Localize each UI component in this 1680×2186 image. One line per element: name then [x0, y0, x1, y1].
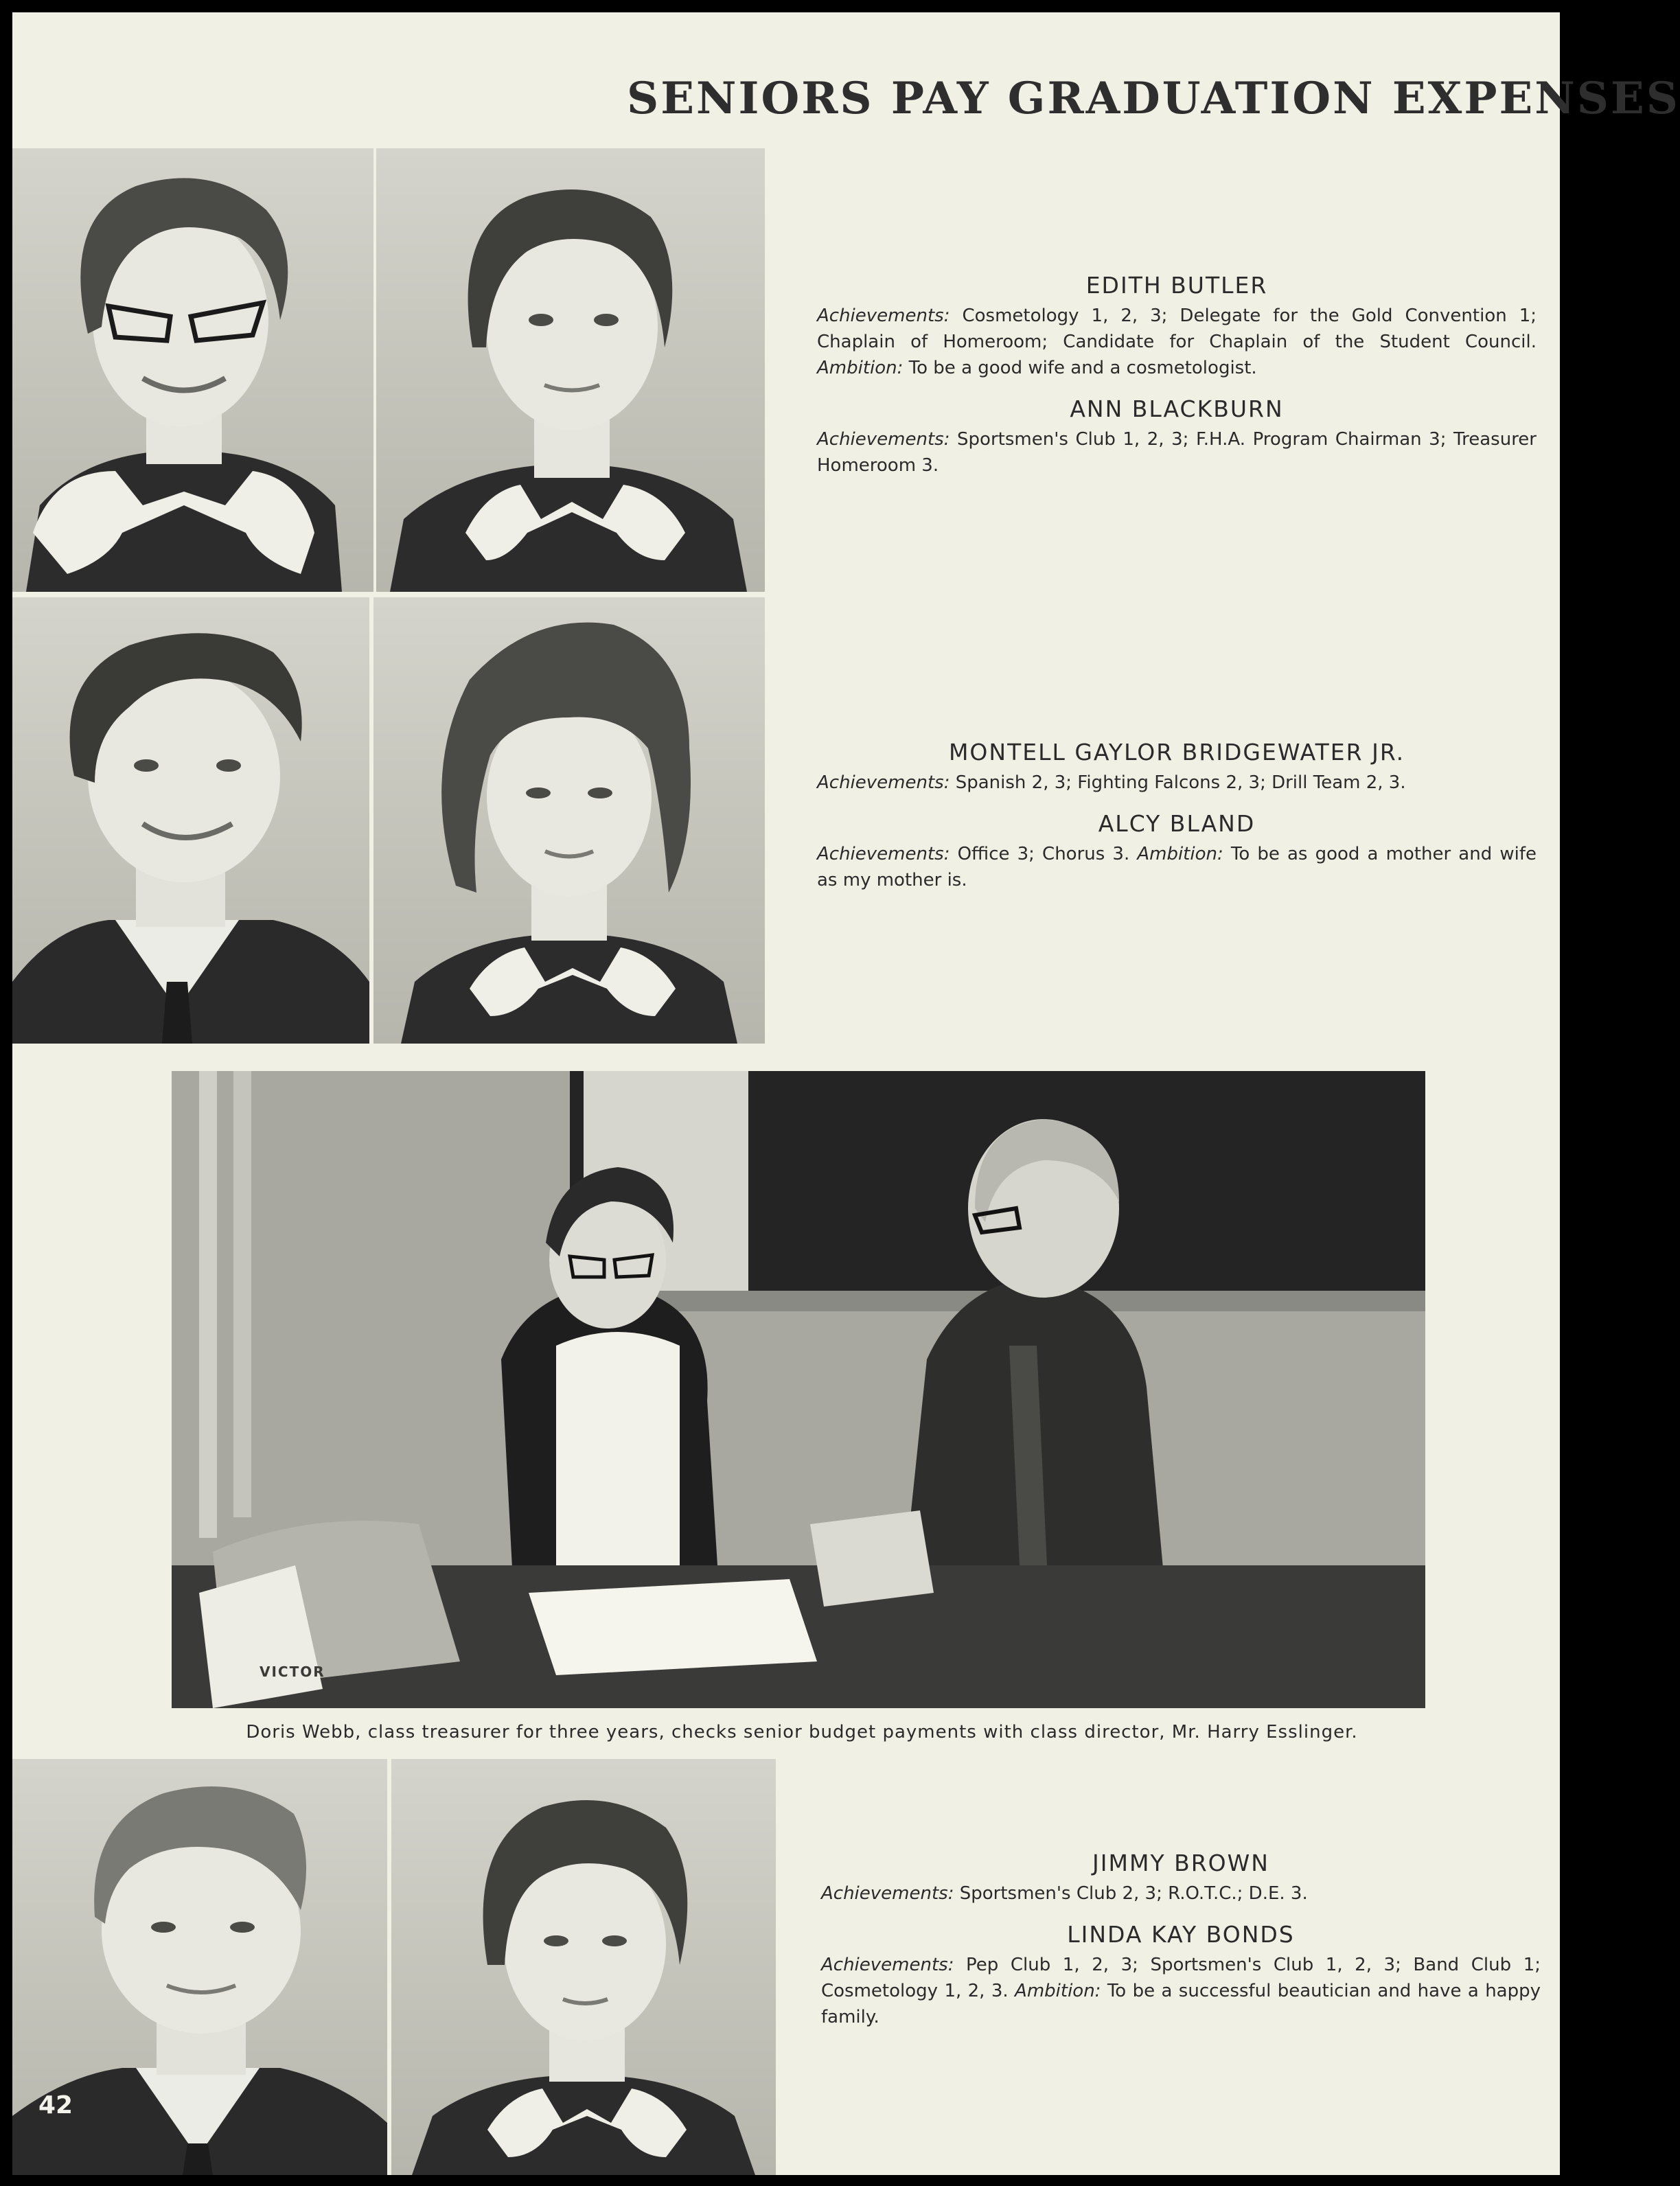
senior-entry-edith-butler: [817, 272, 1537, 381]
page-title: SENIORS PAY GRADUATION EXPENSES: [627, 73, 1680, 124]
senior-name: ALCY BLAND: [1098, 810, 1256, 837]
senior-name: MONTELL GAYLOR BRIDGEWATER JR.: [948, 739, 1405, 766]
page-number: 42: [38, 2091, 73, 2119]
senior-details: [817, 841, 1537, 893]
senior-entry-linda-kay-bonds: [821, 1921, 1541, 2030]
achievements-text: Cosmetology 1, 2, 3; Delegate for the Gold Convention 1; Chaplain of Homeroom; Candidate for Chaplain of the Student Council.: [817, 306, 1537, 352]
senior-entry-ann-blackburn: [817, 395, 1537, 479]
portrait-edith-butler: [12, 148, 373, 592]
senior-details: [821, 1880, 1541, 1907]
senior-details: [817, 303, 1537, 381]
ambition-text: To be a good wife and a cosmetologist.: [908, 358, 1257, 378]
senior-details: [821, 1952, 1541, 2030]
ambition-label: Ambition:: [817, 358, 904, 378]
portrait-ann-blackburn: [376, 148, 765, 592]
portrait-alcy-bland: [373, 597, 765, 1044]
achievements-label: Achievements:: [817, 772, 950, 793]
achievements-text: Sportsmen's Club 1, 2, 3; F.H.A. Program Chairman 3; Treasurer Homeroom 3.: [817, 429, 1537, 476]
senior-entry-alcy-bland: [817, 810, 1537, 893]
photo-caption: Doris Webb, class treasurer for three years, checks senior budget payments with class director, Mr. Harry Esslinger.: [246, 1722, 1358, 1742]
senior-details: [817, 770, 1537, 796]
achievements-label: Achievements:: [821, 1955, 954, 1975]
machine-brand-label: VICTOR: [260, 1664, 325, 1680]
achievements-text: Sportsmen's Club 2, 3; R.O.T.C.; D.E. 3.: [959, 1883, 1308, 1904]
ambition-text: To be a successful beautician and have a happy family.: [821, 1981, 1541, 2027]
achievements-label: Achievements:: [817, 429, 950, 450]
achievements-text: Pep Club 1, 2, 3; Sportsmen's Club 1, 2, 3; Band Club 1; Cosmetology 1, 2, 3.: [821, 1955, 1541, 2001]
senior-entry-jimmy-brown: [821, 1850, 1541, 1907]
ambition-label: Ambition:: [1015, 1981, 1101, 2001]
senior-entry-montell-bridgewater: [817, 739, 1537, 796]
achievements-label: Achievements:: [821, 1883, 954, 1904]
senior-details: [817, 426, 1537, 479]
achievements-text: Spanish 2, 3; Fighting Falcons 2, 3; Drill Team 2, 3.: [955, 772, 1406, 793]
achievements-label: Achievements:: [817, 844, 950, 864]
group-photo-treasurer: [172, 1071, 1425, 1708]
ambition-text: To be as good a mother and wife as my mother is.: [817, 844, 1537, 890]
ambition-label: Ambition:: [1137, 844, 1223, 864]
senior-name: LINDA KAY BONDS: [1067, 1921, 1295, 1948]
achievements-label: Achievements:: [817, 306, 950, 326]
portrait-montell-bridgewater: [12, 597, 369, 1044]
yearbook-page: [12, 12, 1680, 2175]
senior-name: ANN BLACKBURN: [1070, 395, 1284, 422]
senior-name: EDITH BUTLER: [1085, 272, 1268, 299]
achievements-text: Office 3; Chorus 3.: [957, 844, 1130, 864]
portrait-linda-kay-bonds: [391, 1759, 776, 2175]
senior-name: JIMMY BROWN: [1092, 1850, 1269, 1876]
